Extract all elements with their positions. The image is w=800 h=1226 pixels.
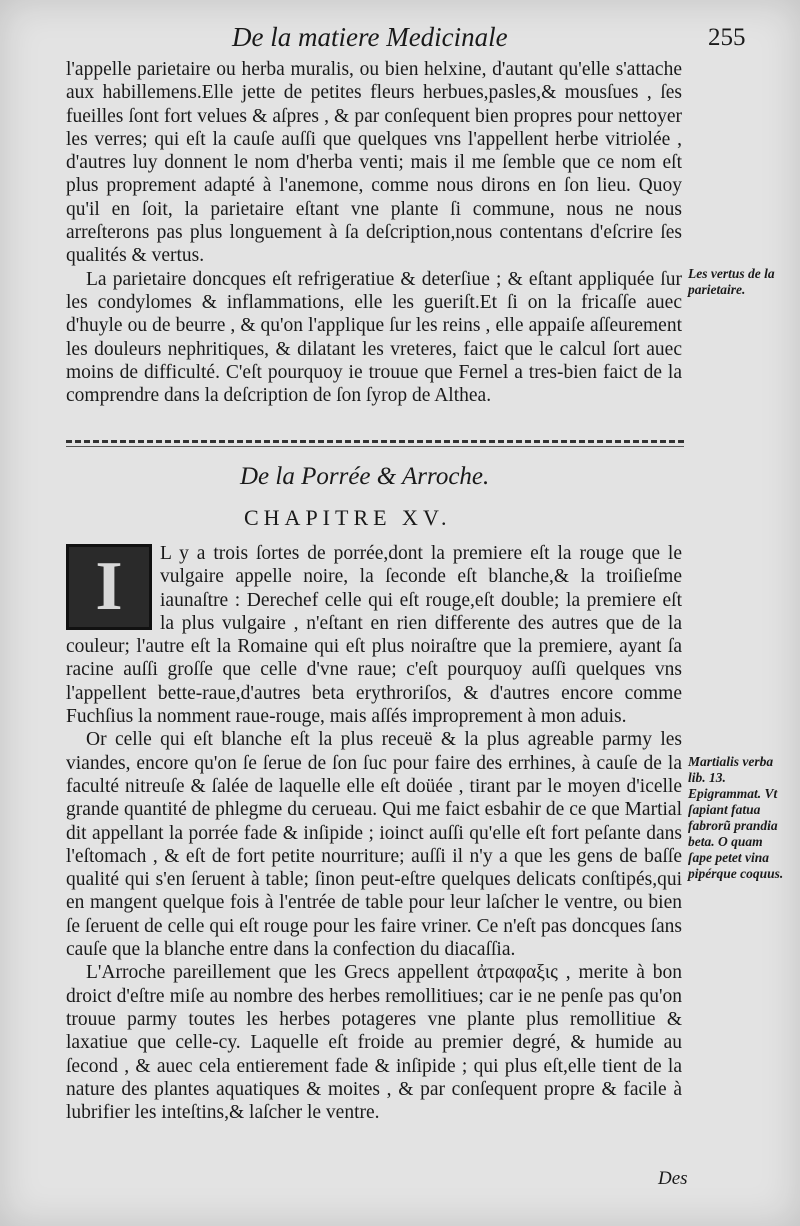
margin-note: Martialis verba lib. 13. Epigrammat. Vt ſapiant fatua fabrorũ prandia beta. O quam ſape petet vina pipérque coquus. <box>688 754 784 881</box>
top-text-block <box>66 58 682 407</box>
section-title: De la Porrée & Arroche. <box>240 463 490 490</box>
page-number: 255 <box>708 24 746 51</box>
paragraph: L'Arroche pareillement que les Grecs appellent ἀτραφαξις , merite à bon droict d'eſtre miſe au nombre des herbes remollitiues; car ie ne penſe pas qu'on trouue parmy toutes les herbes potageres vne plante plus remollitiue & laxatiue que celle-cy. Laquelle eſt froide au premier degré, & humide au ſecond , & auec cela entierement fade & inſipide ; qui plus eſt,elle tient de la nature des plantes aquatiques & moites , & par conſequent propre & facile à lubrifier les inteſtins,& laſcher le ventre. <box>66 962 682 1124</box>
paragraph: La parietaire doncques eſt refrigeratiue & deterſiue ; & eſtant appliquée ſur les condylomes & inflammations, elle les gueriſt.Et ſi on la fricaſſe auec d'huyle ou de beurre , & qu'on l'applique ſur les reins , elle appaiſe aſſeurement les douleurs nephritiques, & dilatant les vreteres, faict que le calcul ſort auec moins de difficulté. C'eſt pourquoy ie trouue que Fernel a tres-bien faict de la comprendre dans la deſcription de ſon ſyrop de Althea. <box>66 268 682 407</box>
paragraph <box>66 542 682 728</box>
paragraph: Or celle qui eſt blanche eſt la plus receuë & la plus agreable parmy les viandes, encore qu'on ſe ſerue de ſon ſuc pour faire des errhines, à cauſe de la faculté nitreuſe & ſalée de laquelle elle eſt doüée , tirant par le moyen d'icelle grande quantité de phlegme du cerueau. Qui me faict esbahir de ce que Martial dit appellant la porrée fade & inſipide ; ioinct auſſi qu'elle eſt fort peſante dans l'eſtomach , & eſt de fort petite nourriture; auſſi il n'y a que les gens de baſſe qualité qui s'en ſeruent à table; ſinon peut-eſtre quelques delicats conſtipés,qui en mangent quelque fois à l'entrée de table pour leur laſcher le ventre, ou bien ſe ſeruent de celle qui eſt rouge pour les faire vriner. Ce n'eſt pas doncques ſans cauſe que la blanche entre dans la confection du diacaſſia. <box>66 729 682 961</box>
chapter-heading: CHAPITRE XV. <box>244 505 452 530</box>
section-divider <box>66 440 684 443</box>
dropcap-ornament: I <box>66 544 152 630</box>
catchword: Des <box>658 1168 688 1189</box>
chapter-text-block <box>66 542 682 1124</box>
section-divider-line <box>66 446 684 447</box>
paragraph: l'appelle parietaire ou herba muralis, ou bien helxine, d'autant qu'elle s'attache aux habillemens.Elle jette de petites fleurs herbues,pasles,& mousſues , ſes fueilles ſont fort velues & aſpres , & par conſequent bien propres pour nettoyer les verres; qui eſt la cauſe auſſi que quelques vns l'appellent herbe vitriolée , d'autres luy donnent le nom d'herba venti; mais il me ſemble que ce nom eſt plus proprement adapté à l'anemone, comme nous dirons en ſon lieu. Quoy qu'il en ſoit, la parietaire eſtant vne plante ſi commune, nous ne nous arreſterons pas plus longuement à ſa deſcription,nous contentans d'eſcrire ſes qualités & vertus. <box>66 59 682 267</box>
running-title: De la matiere Medicinale <box>232 22 508 52</box>
margin-note: Les vertus de la parietaire. <box>688 266 775 297</box>
page-header <box>0 22 800 56</box>
paragraph-text: L y a trois ſortes de porrée,dont la premiere eſt la rouge que le vulgaire appelle noire, la ſeconde eſt blanche,& la troiſieſme iaunaſtre : Derechef celle qui eſt rouge,eſt double; la premiere eſt la plus vulgaire , n'eſtant en rien differente des autres que de la couleur; l'autre eſt la Romaine qui eſt plus noiraſtre que la premiere, ayant ſa racine auſſi groſſe que celle d'vne raue; c'eſt pourquoy auſſi quelques vns l'appellent bette-raue,d'autres beta erythroriſos, & d'autres encore comme Fuchſius la nomment raue-rouge, mais aſſés improprement à mon aduis. <box>66 543 682 728</box>
